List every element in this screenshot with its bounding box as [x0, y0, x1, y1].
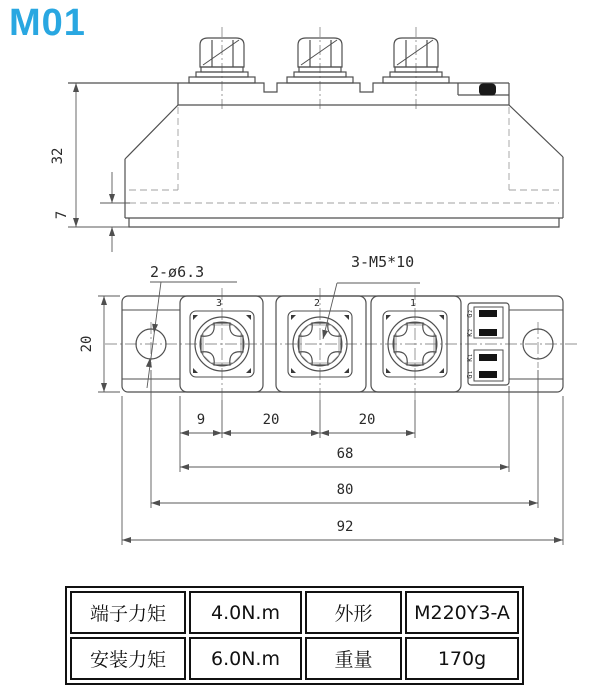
hidden-lines	[129, 107, 559, 203]
dim-total-height: 32	[50, 147, 66, 165]
pin-label: G₁	[466, 370, 474, 379]
spec-table	[65, 586, 524, 685]
terminal-number: 2	[313, 298, 321, 309]
hole-callout-label: 2-ø6.3	[150, 263, 205, 281]
dim-span-80: 80	[336, 482, 354, 498]
side-view	[50, 27, 563, 252]
module-body-outline	[68, 83, 563, 227]
page-title: M01	[9, 2, 86, 44]
terminal-number: 1	[409, 298, 417, 309]
spec-value-mount-torque: 6.0N.m	[189, 637, 302, 680]
pin-label: K₁	[466, 353, 474, 362]
top-view	[79, 253, 580, 545]
pin-label: K₂	[466, 328, 474, 337]
terminal-number: 3	[215, 298, 223, 309]
table-row	[70, 637, 519, 680]
table-row	[70, 591, 519, 634]
dim-span-68: 68	[336, 446, 354, 462]
spec-value-weight: 170g	[405, 637, 519, 680]
dim-pitch-a: 20	[262, 412, 280, 428]
spec-label-outline: 外形	[305, 591, 402, 634]
hole-callout	[146, 263, 237, 388]
spec-value-terminal-torque: 4.0N.m	[189, 591, 302, 634]
dim-pitch-b: 20	[358, 412, 376, 428]
dim-offset: 9	[196, 412, 206, 428]
spec-label-terminal-torque: 端子力矩	[70, 591, 186, 634]
spec-label-mount-torque: 安装力矩	[70, 637, 186, 680]
dim-base-thickness: 7	[54, 210, 70, 220]
polarity-mark	[479, 84, 496, 96]
spec-label-weight: 重量	[305, 637, 402, 680]
side-dimensions	[68, 83, 130, 252]
spec-value-outline: M220Y3-A	[405, 591, 519, 634]
dim-height: 20	[79, 335, 95, 353]
screw-callout-label: 3-M5*10	[351, 253, 415, 271]
pin-label: G₂	[466, 309, 474, 318]
dim-span-92: 92	[336, 519, 354, 535]
